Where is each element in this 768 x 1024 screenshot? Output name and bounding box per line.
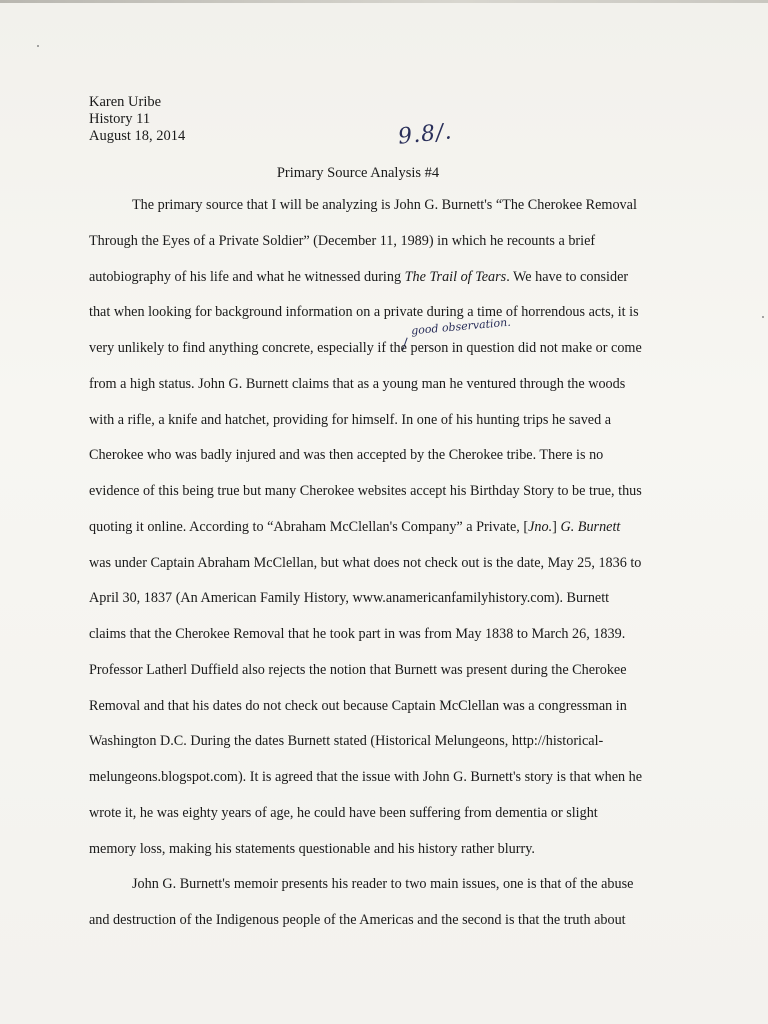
body-line xyxy=(89,733,603,750)
body-line xyxy=(89,376,625,393)
text-span: . We have to consider xyxy=(506,268,629,285)
text-span: Professor Latherl Duffield also rejects the notion that Burnett was present during the Cherokee xyxy=(89,661,627,678)
text-span: melungeons.blogspot.com). It is agreed that the issue with John G. Burnett's story is that when he xyxy=(89,769,643,785)
body-line xyxy=(89,662,627,679)
header-block xyxy=(89,94,185,145)
text-span: wrote it, he was eighty years of age, he could have been suffering from dementia or slight xyxy=(89,804,598,821)
body-line xyxy=(132,197,637,214)
document-title: Primary Source Analysis #4 xyxy=(276,165,440,181)
handwritten-margin-note: good observation. xyxy=(410,315,512,338)
body-line xyxy=(89,412,611,429)
text-span: from a high status. John G. Burnett claims that as a young man he ventured through the woods xyxy=(89,375,626,392)
text-span: that when looking for background information on a private during a time of horrendous acts, it is xyxy=(89,304,639,321)
handwritten-grade: 9.8/. xyxy=(396,119,454,150)
body-line xyxy=(89,304,639,321)
body-line xyxy=(89,769,642,786)
body-line xyxy=(89,340,642,357)
body-line xyxy=(89,626,625,643)
scan-edge xyxy=(0,0,768,3)
text-span: was under Captain Abraham McClellan, but what does not check out is the date, May 25, 1836 to xyxy=(89,554,642,571)
body-line xyxy=(89,555,641,572)
text-span: Removal and that his dates do not check out because Captain McClellan was a congressman in xyxy=(89,697,627,714)
italic-text: Jno. xyxy=(528,518,553,535)
text-span: Cherokee who was badly injured and was then accepted by the Cherokee tribe. There is no xyxy=(89,447,604,464)
body-line xyxy=(89,519,620,536)
body-line xyxy=(89,590,609,607)
italic-text: G. Burnett xyxy=(560,518,621,535)
italic-text: The Trail of Tears xyxy=(404,268,507,285)
body-line xyxy=(89,912,626,929)
scan-speck xyxy=(37,45,39,47)
text-span: quoting it online. According to “Abraham McClellan's Company” a Private, [ xyxy=(89,518,529,535)
body-line xyxy=(89,269,628,286)
text-span: ] xyxy=(552,518,561,535)
text-span: memory loss, making his statements questionable and his history rather blurry. xyxy=(89,840,535,857)
text-span: The primary source that I will be analyzing is John G. Burnett's “The Cherokee Removal xyxy=(132,197,637,213)
body-line xyxy=(89,698,627,715)
text-span: April 30, 1837 (An American Family History, www.anamericanfamilyhistory.com). Burnett xyxy=(89,590,610,607)
body-line xyxy=(132,876,633,893)
text-span: with a rifle, a knife and hatchet, providing for himself. In one of his hunting trips he saved a xyxy=(89,411,612,428)
text-span: Through the Eyes of a Private Soldier” (December 11, 1989) in which he recounts a brief xyxy=(89,232,596,249)
author-name: Karen Uribe xyxy=(89,94,162,110)
text-span: and destruction of the Indigenous people of the Americas and the second is that the truth about xyxy=(89,912,626,928)
submission-date: August 18, 2014 xyxy=(89,128,186,144)
text-span: very unlikely to find anything concrete, especially if the person in question did not make or come xyxy=(89,340,642,356)
body-line xyxy=(89,805,598,822)
text-span: John G. Burnett's memoir presents his reader to two main issues, one is that of the abuse xyxy=(132,876,634,893)
text-span: autobiography of his life and what he witnessed during xyxy=(89,268,405,285)
text-span: Washington D.C. During the dates Burnett stated (Historical Melungeons, http://historical- xyxy=(89,733,604,750)
body-line xyxy=(89,233,595,250)
body-line xyxy=(89,483,642,500)
text-span: evidence of this being true but many Cherokee websites accept his Birthday Story to be true, thus xyxy=(89,483,642,499)
course-name: History 11 xyxy=(89,111,151,127)
text-span: claims that the Cherokee Removal that he took part in was from May 1838 to March 26, 1839. xyxy=(89,626,626,642)
scan-speck xyxy=(762,316,764,318)
body-line xyxy=(89,841,535,858)
body-line xyxy=(89,447,603,464)
